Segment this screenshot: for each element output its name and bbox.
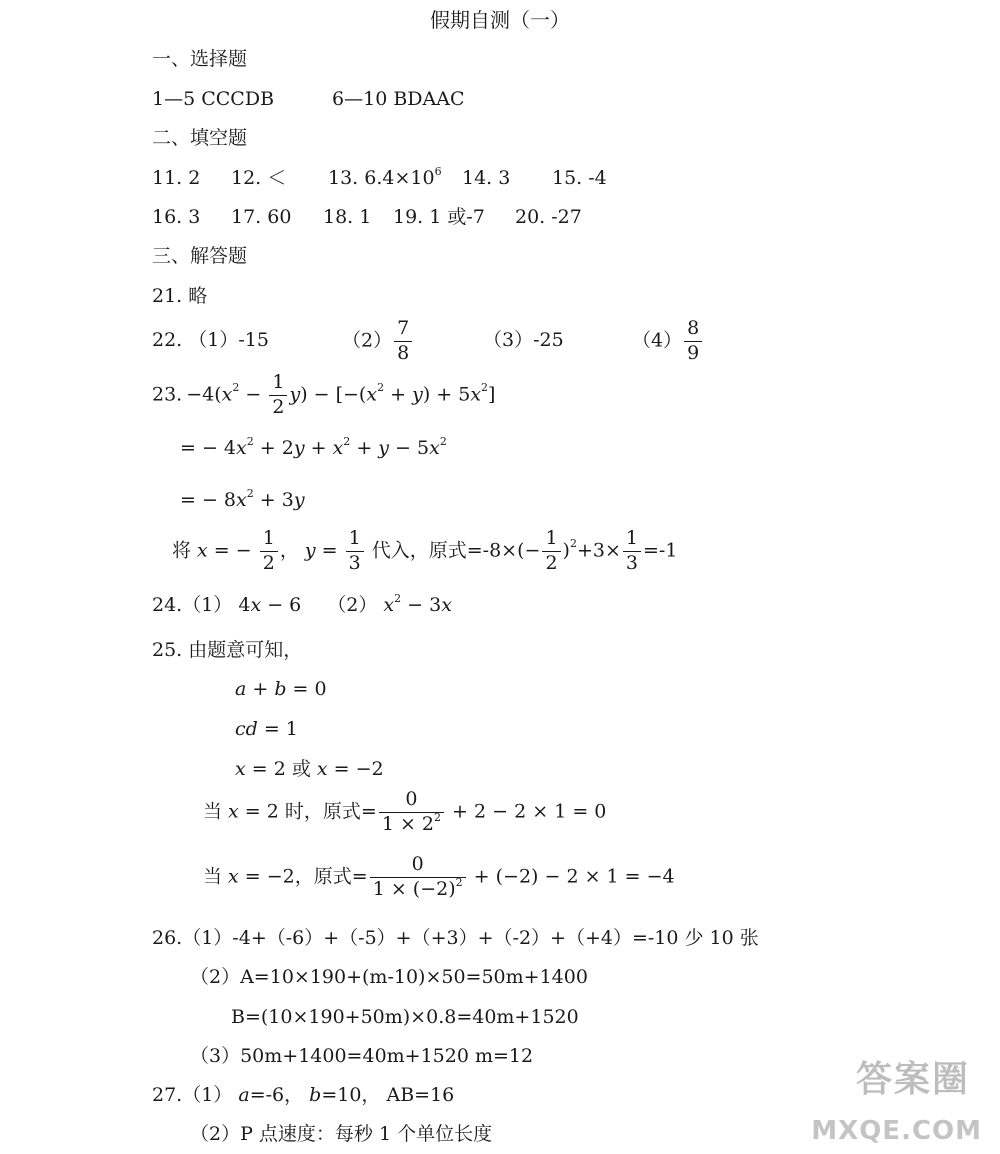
fill-answer-19: 19. 1 或-7 (393, 206, 485, 228)
answer-22-part-4 (632, 318, 704, 365)
fill-answer-13-exponent: 6 (434, 165, 442, 178)
answer-23-substitution: 将 x = − $\frac{1}{2}$ ， y = $\frac{1}{3}$ 代入，原式=-8×(− $\frac{1}{2}$ )$^2$+3× $\frac{1}{3}$ =-1 (172, 527, 678, 574)
fill-answer-17: 17. 60 (231, 206, 292, 228)
fraction-8-9: $\frac{8}{9}$ (684, 318, 702, 365)
answer-25-case-2: 当 x = −2，原式= $\frac{0}{1 \times (-2)^2}$ + (−2) − 2 × 1 = −4 (203, 853, 675, 900)
watermark-url: MXQE.COM (811, 1116, 982, 1146)
answer-26-part-3: （3）50m+1400=40m+1520 m=12 (190, 1045, 534, 1067)
fill-answer-18: 18. 1 (323, 206, 372, 228)
choice-answers (152, 90, 465, 109)
answer-26-part-2a: （2）A=10×190+(m-10)×50=50m+1400 (190, 966, 588, 988)
answer-22-part-1: 22. （1）-15 (152, 329, 269, 351)
answer-23-expression: 23. $-4(x^2$ − $\frac{1}{2}$ $y) - [-(x^2 + y) + 5x^2]$ (152, 371, 496, 418)
fraction-7-8: $\frac{7}{8}$ (394, 318, 412, 365)
fill-answer-14: 14. 3 (462, 167, 511, 189)
fill-answer-16: 16. 3 (152, 206, 201, 228)
watermark-name: 答案圈 (855, 1059, 970, 1100)
section-choice-heading: 一、选择题 (152, 48, 248, 70)
fill-answer-12: 12. ＜ (231, 167, 287, 189)
answer-25-line-3: x = 2 或 x = −2 (235, 758, 384, 780)
answer-25-case-1: 当 x = 2 时，原式= $\frac{0}{1 \times 2^2}$ + 2 − 2 × 1 = 0 (203, 788, 607, 835)
fill-answer-13 (328, 165, 442, 189)
answer-27-part-1: 27.（1） a=-6， b=10， AB=16 (152, 1084, 455, 1106)
answer-25-intro: 25. 由题意可知， (152, 639, 303, 661)
page-title: 假期自测（一） (430, 8, 570, 32)
answer-22-part-4-label: （4） (632, 329, 683, 352)
answer-24: 24.（1） 4x − 6 （2） $x^2 - 3x$ (152, 592, 452, 616)
answer-25-line-1: a + b = 0 (235, 678, 327, 700)
fill-answer-15: 15. -4 (552, 167, 607, 189)
answer-22-part-2 (342, 318, 414, 365)
section-solve-heading: 三、解答题 (152, 245, 248, 267)
answer-27-ab: AB=16 (386, 1084, 455, 1106)
fill-answer-20: 20. -27 (515, 206, 582, 228)
answer-22-part-2-label: （2） (342, 329, 393, 352)
section-fill-heading: 二、填空题 (152, 127, 248, 149)
fill-answer-13-base: 13. 6.4×10 (328, 167, 435, 189)
fill-answer-11: 11. 2 (152, 167, 201, 189)
choice-answers-6-10: 6—10 BDAAC (332, 88, 465, 110)
answer-26-part-2b: B=(10×190+50m)×0.8=40m+1520 (231, 1006, 579, 1028)
answer-23-step-2: = − $8x^2 + 3y$ (180, 487, 305, 511)
answer-27-part-2: （2）P 点速度：每秒 1 个单位长度 (190, 1123, 493, 1145)
choice-answers-1-5: 1—5 CCCDB (152, 88, 275, 110)
answer-26-part-1: 26.（1）-4+（-6）+（-5）+（+3）+（-2）+（+4）=-10 少 10 张 (152, 927, 759, 949)
answer-23-step-1: = − $4x^2 + 2y + x^2 + y - 5x^2$ (180, 435, 447, 459)
answer-25-line-2: cd = 1 (235, 718, 298, 740)
answer-22-part-3: （3）-25 (483, 329, 564, 351)
answer-21: 21. 略 (152, 285, 208, 307)
